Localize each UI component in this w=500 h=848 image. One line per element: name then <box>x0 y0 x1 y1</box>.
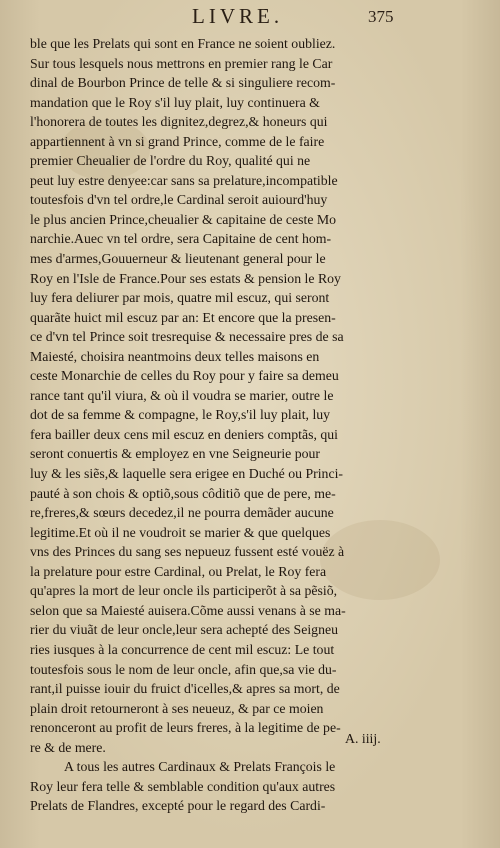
text-line: selon que sa Maiesté auisera.Cõme aussi venans à se ma- <box>30 602 346 618</box>
signature-mark: A. iiij. <box>345 731 381 746</box>
text-line: seront conuertis & employez en vne Seigneurie pour <box>30 446 321 462</box>
text-line: vns des Princes du sang ses nepueuz fussent esté vouëz à <box>30 544 345 560</box>
text-line: Sur tous lesquels nous mettrons en premier rang le Car <box>30 55 333 71</box>
text-line: re & de mere. <box>30 739 106 755</box>
body-text <box>30 34 470 816</box>
text-line: premier Cheualier de l'ordre du Roy, qualité qui ne <box>30 153 311 169</box>
text-line: rance tant qu'il viura, & où il voudra se marier, outre le <box>30 387 334 403</box>
text-line: Maiesté, choisira neantmoins deux telles maisons en <box>30 348 320 364</box>
text-line: pauté à son chois & optiõ,sous côditiõ que de pere, me- <box>30 485 336 501</box>
page-header <box>0 4 500 30</box>
text-line: peut luy estre denyee:car sans sa prelature,incompatible <box>30 172 338 188</box>
text-line: quarãte huict mil escuz par an: Et encore que la presen- <box>30 309 336 325</box>
text-line: ries iusques à la concurrence de cent mil escuz: Le tout <box>30 641 335 657</box>
text-line: plain droit retourneront à ses neueuz, & par ce moien <box>30 700 324 716</box>
page-number: 375 <box>368 7 394 26</box>
running-title: LIVRE. <box>192 4 284 28</box>
text-line: Prelats de Flandres, excepté pour le regard des Cardi- <box>30 798 326 814</box>
text-line: ce d'vn tel Prince soit tresrequise & necessaire pres de sa <box>30 329 344 345</box>
text-line: mandation que le Roy s'il luy plait, luy continuera & <box>30 94 320 110</box>
text-line: re,freres,& sœurs decedez,il ne pourra demãder aucune <box>30 505 334 521</box>
text-line: l'honorera de toutes les dignitez,degrez,& honeurs qui <box>30 114 328 130</box>
text-line: luy & les siẽs,& laquelle sera erigee en Duché ou Princi- <box>30 466 344 482</box>
text-line: renonceront au profit de leurs freres, à la legitime de pe- <box>30 720 341 736</box>
text-line: qu'apres la mort de leur oncle ils participerõt à sa pẽsiõ, <box>30 583 338 599</box>
text-line: appartiennent à vn si grand Prince, comme de le faire <box>30 133 325 149</box>
text-line: luy fera deliurer par mois, quatre mil escuz, qui seront <box>30 290 330 306</box>
text-line: ble que les Prelats qui sont en France ne soient oubliez. <box>30 36 336 51</box>
paragraph-first-line: A tous les autres Cardinaux & Prelats François le <box>64 759 336 775</box>
text-line: la prelature pour estre Cardinal, ou Prelat, le Roy fera <box>30 563 327 579</box>
text-line: rant,il puisse iouir du fruict d'icelles,& apres sa mort, de <box>30 681 340 697</box>
text-line: le plus ancien Prince,cheualier & capitaine de ceste Mo <box>30 211 337 227</box>
text-line: dinal de Bourbon Prince de telle & si singuliere recom- <box>30 75 336 91</box>
text-line: Roy leur fera telle & semblable condition qu'aux autres <box>30 778 336 794</box>
text-line: toutesfois sous le nom de leur oncle, afin que,sa vie du- <box>30 661 337 677</box>
text-line: dot de sa femme & compagne, le Roy,s'il luy plait, luy <box>30 407 331 423</box>
text-line: rier du viuãt de leur oncle,leur sera achepté des Seigneu <box>30 622 338 638</box>
text-line: narchie.Auec vn tel ordre, sera Capitaine de cent hom- <box>30 231 332 247</box>
text-line: toutesfois d'vn tel ordre,le Cardinal seroit auiourd'huy <box>30 192 328 208</box>
text-line: Roy en l'Isle de France.Pour ses estats & pension le Roy <box>30 270 341 286</box>
text-line: fera bailler deux cens mil escuz en deniers comptãs, qui <box>30 426 339 442</box>
text-line: mes d'armes,Gouuerneur & lieutenant general pour le <box>30 251 326 267</box>
text-line: ceste Monarchie de celles du Roy pour y faire sa demeu <box>30 368 339 384</box>
text-line: legitime.Et où il ne voudroit se marier & que quelques <box>30 524 331 540</box>
